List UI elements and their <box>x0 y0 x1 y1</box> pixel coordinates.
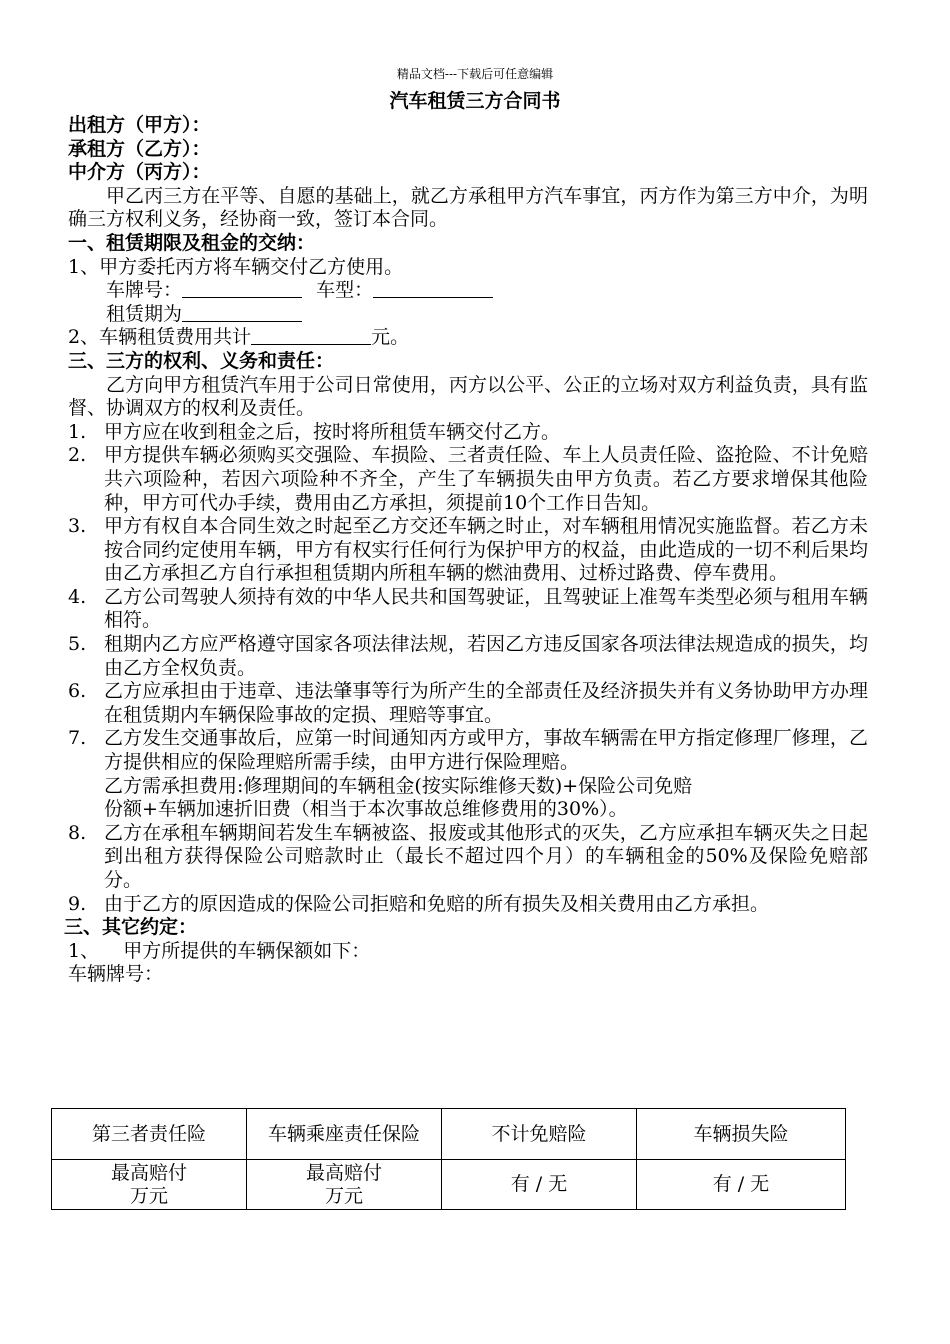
model-label: 车型： <box>316 279 374 302</box>
fee-prefix: 2、车辆租赁费用共计 <box>68 326 252 349</box>
cell-line: 最高赔付 <box>110 1161 187 1184</box>
intro-paragraph: 甲乙丙三方在平等、自愿的基础上，就乙方承租甲方汽车事宜，丙方作为第三方中介，为明确三方权利义务，经协商一致，签订本合同。 <box>68 184 868 231</box>
table-cell <box>247 1160 442 1210</box>
section3-item1: 1、 甲方所提供的车辆保额如下： <box>68 939 371 962</box>
cell-line: 万元 <box>324 1184 363 1207</box>
header-note: 精品文档---下载后可任意编辑 <box>396 67 554 81</box>
item-number: 9. <box>68 892 87 915</box>
list-item <box>68 727 868 774</box>
item-text: 乙方公司驾驶人须持有效的中华人民共和国驾驶证，且驾驶证上准驾车类型必须与租用车辆相符。 <box>104 585 868 632</box>
vehicle-plate-label: 车辆牌号： <box>68 963 164 986</box>
section2-heading: 三、三方的权利、义务和责任： <box>68 349 335 372</box>
section3-heading: 三、其它约定： <box>64 916 198 939</box>
list-item <box>68 893 868 917</box>
period-label: 租赁期为 <box>106 302 183 325</box>
section1-heading: 一、租赁期限及租金的交纳： <box>68 231 316 254</box>
insurance-table <box>51 1108 846 1210</box>
list-item <box>68 515 868 586</box>
vehicle-info-line <box>68 279 868 303</box>
plate-blank <box>182 279 302 298</box>
item-text: 乙方发生交通事故后，应第一时间通知丙方或甲方，事故车辆需在甲方指定修理厂修理，乙方提供相应的保险理赔所需手续，由甲方进行保险理赔。 <box>104 727 868 774</box>
item-text: 由于乙方的原因造成的保险公司拒赔和免赔的所有损失及相关费用由乙方承担。 <box>104 892 770 915</box>
list-item <box>68 822 868 893</box>
item-number: 6. <box>68 680 87 703</box>
model-blank <box>373 279 493 298</box>
table-header-cell: 第三者责任险 <box>52 1109 247 1160</box>
cell-line: 万元 <box>129 1184 168 1207</box>
item-text: 乙方应承担由于违章、违法肇事等行为所产生的全部责任及经济损失并有义务协助甲方办理在租赁期内车辆保险事故的定损、理赔等事宜。 <box>104 680 868 726</box>
table-row <box>52 1160 846 1210</box>
list-item <box>68 421 868 445</box>
list-item <box>68 680 868 727</box>
party-lessor: 出租方（甲方）： <box>68 114 211 136</box>
table-header-cell: 不计免赔险 <box>442 1109 637 1160</box>
plate-label: 车牌号： <box>106 279 183 302</box>
list-item <box>68 586 868 633</box>
table-header-cell: 车辆损失险 <box>637 1109 846 1160</box>
item-text: 甲方提供车辆必须购买交强险、车损险、三者责任险、车上人员责任险、盗抢险、不计免赔共六项险种，若因六项险种不齐全，产生了车辆损失由甲方负责。若乙方要求增保其他险种，甲方可代办手续，费用由乙方承担，须提前10个工作日告知。 <box>104 444 868 514</box>
item-text: 乙方在承租车辆期间若发生车辆被盗、报废或其他形式的灭失，乙方应承担车辆灭失之日起到出租方获得保险公司赔款时止（最长不超过四个月）的车辆租金的50%及保险免赔部分。 <box>104 821 868 891</box>
party-lessee: 承租方（乙方）： <box>68 137 211 160</box>
item-number: 7. <box>68 727 87 750</box>
item-number: 1. <box>68 420 87 443</box>
document-title: 汽车租赁三方合同书 <box>389 90 561 112</box>
table-cell: 有 / 无 <box>442 1160 637 1210</box>
item-number: 4. <box>68 585 87 608</box>
item-text: 甲方有权自本合同生效之时起至乙方交还车辆之时止，对车辆租用情况实施监督。若乙方未按合同约定使用车辆，甲方有权实行任何行为保护甲方的权益，由此造成的一切不利后果均由乙方承担乙方自行承担租赁期内所租车辆的燃油费用、过桥过路费、停车费用。 <box>104 515 868 585</box>
section2-intro: 乙方向甲方租赁汽车用于公司日常使用，丙方以公平、公正的立场对双方利益负责，具有监督、协调双方的权利及责任。 <box>68 373 868 420</box>
fee-suffix: 元。 <box>371 326 410 349</box>
table-cell: 有 / 无 <box>637 1160 846 1210</box>
party-agent: 中介方（丙方）： <box>68 161 211 184</box>
item-text: 甲方应在收到租金之后，按时将所租赁车辆交付乙方。 <box>104 420 561 443</box>
item7-extra-line1: 乙方需承担费用:修理期间的车辆租金(按实际维修天数)+保险公司免赔 <box>104 774 693 797</box>
item-number: 8. <box>68 821 87 844</box>
table-cell <box>52 1160 247 1210</box>
table-header-row <box>52 1109 846 1160</box>
section1-item1: 1、甲方委托丙方将车辆交付乙方使用。 <box>68 255 404 278</box>
rental-fee-line <box>68 326 868 350</box>
item7-extra-line2: 份额+车辆加速折旧费（相当于本次事故总维修费用的30%）。 <box>104 798 628 821</box>
contract-body <box>64 114 868 987</box>
list-item <box>68 444 868 515</box>
item-number: 3. <box>68 515 87 538</box>
item-number: 5. <box>68 633 87 656</box>
item-text: 租期内乙方应严格遵守国家各项法律法规，若因乙方违反国家各项法律法规造成的损失，均由乙方全权负责。 <box>104 633 868 679</box>
rental-period-line <box>68 303 868 327</box>
cell-line: 最高赔付 <box>305 1161 382 1184</box>
item-number: 2. <box>68 444 87 467</box>
fee-blank <box>251 326 371 345</box>
table-header-cell: 车辆乘座责任保险 <box>247 1109 442 1160</box>
list-item <box>68 633 868 680</box>
period-blank <box>182 303 302 322</box>
